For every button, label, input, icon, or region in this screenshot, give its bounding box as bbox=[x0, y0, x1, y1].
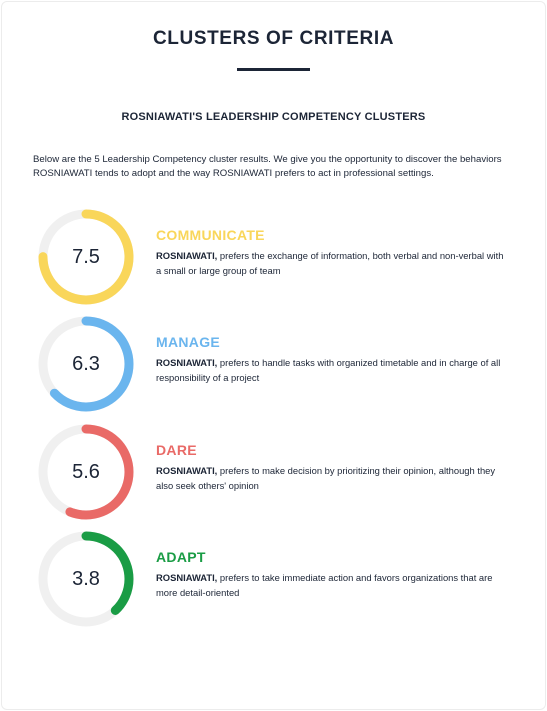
score-value: 5.6 bbox=[72, 461, 100, 483]
cluster-row-communicate bbox=[0, 207, 547, 307]
subject-name: ROSNIAWATI, bbox=[156, 465, 218, 476]
description-text: prefers to make decision by prioritizing their opinion, although they also seek others' opinion bbox=[156, 465, 496, 491]
intro-paragraph: Below are the 5 Leadership Competency cluster results. We give you the opportunity to discover the behaviors ROSNIAWATI tends to adopt and the way ROSNIAWATI prefers to act in professional settings. bbox=[33, 154, 502, 179]
page-title: CLUSTERS OF CRITERIA bbox=[152, 28, 395, 49]
subject-name: ROSNIAWATI, bbox=[156, 572, 218, 583]
score-value: 3.8 bbox=[72, 568, 100, 590]
cluster-row-manage bbox=[0, 314, 547, 414]
cluster-row-dare bbox=[0, 422, 547, 522]
description-text: prefers the exchange of information, both verbal and non-verbal with a small or large group of team bbox=[156, 250, 504, 276]
description-text: prefers to take immediate action and favors organizations that are more detail-oriented bbox=[156, 572, 493, 598]
cluster-description bbox=[156, 571, 511, 600]
score-gauge bbox=[36, 529, 136, 629]
score-gauge bbox=[36, 314, 136, 414]
description-text: prefers to handle tasks with organized timetable and in charge of all responsibility of a project bbox=[156, 357, 501, 383]
score-gauge bbox=[36, 207, 136, 307]
cluster-description bbox=[156, 249, 511, 278]
cluster-name: COMMUNICATE bbox=[156, 227, 265, 243]
cluster-name: ADAPT bbox=[156, 549, 206, 565]
subject-name: ROSNIAWATI, bbox=[156, 357, 218, 368]
score-gauge bbox=[36, 422, 136, 522]
cluster-row-adapt bbox=[0, 529, 547, 629]
title-underline bbox=[237, 68, 310, 71]
score-value: 7.5 bbox=[72, 246, 100, 268]
cluster-description bbox=[156, 464, 511, 493]
cluster-name: DARE bbox=[156, 442, 197, 458]
cluster-description bbox=[156, 356, 511, 385]
score-value: 6.3 bbox=[72, 353, 100, 375]
cluster-name: MANAGE bbox=[156, 334, 221, 350]
subject-name: ROSNIAWATI, bbox=[156, 250, 218, 261]
section-subtitle: ROSNIAWATI'S LEADERSHIP COMPETENCY CLUSTERS bbox=[121, 111, 426, 123]
